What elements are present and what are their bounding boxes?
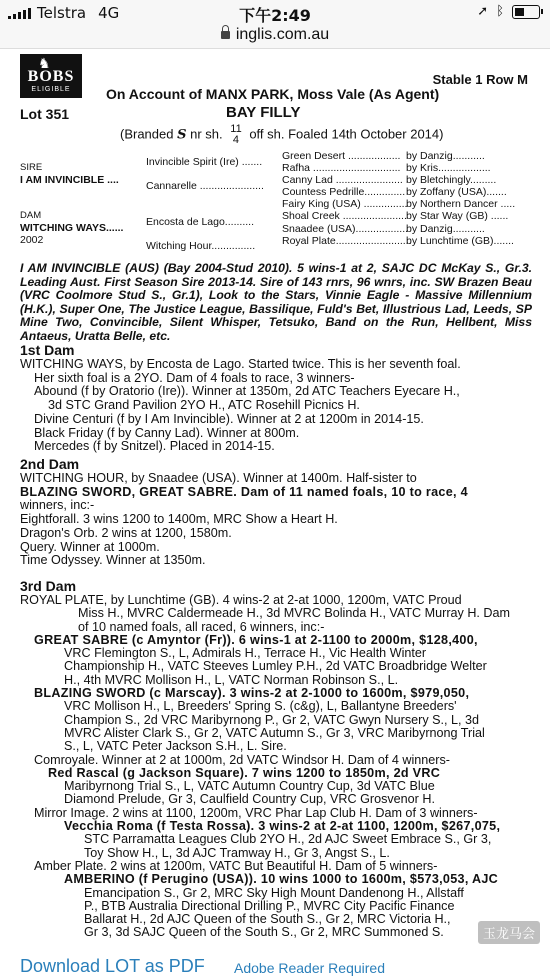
pedigree-entry: by Bletchingly......... (406, 174, 497, 187)
second-dam-section (20, 472, 532, 568)
dam-line: P., BTB Australia Directional Drilling P., MVRC City Pacific Finance (84, 898, 455, 913)
url-domain: inglis.com.au (235, 26, 330, 43)
brand-fraction-bottom: 4 (232, 134, 240, 146)
dam-line: of 10 named foals, all raced, 6 winners, inc:- (78, 619, 325, 634)
dam-line: STC Parramatta Leagues Club 2YO H., 2d AJC Sweet Embrace S., Gr 3, (84, 832, 492, 847)
brand-mark: S (177, 127, 187, 143)
dam-line: Amber Plate. 2 wins at 1200m, VATC But Beautiful H. Dam of 5 winners- (34, 858, 438, 873)
pedigree-entry: Witching Hour............... (146, 240, 256, 253)
horse-description: BAY FILLY (226, 104, 301, 121)
lot-number: Lot 351 (20, 106, 70, 122)
sire-name: I AM INVINCIBLE .... (20, 174, 119, 187)
first-dam-section (20, 358, 532, 454)
dam-line: GREAT SABRE (c Amyntor (Fr)). 6 wins-1 at 2-1100 to 2000m, $128,400, (34, 632, 478, 647)
status-bar (0, 0, 550, 26)
dam-line: winners, inc:- (20, 498, 95, 513)
brand-open: (Branded (120, 126, 174, 142)
first-dam-heading: 1st Dam (20, 342, 75, 358)
dam-line: Maribyrnong Trial S., L, VATC Autumn Country Cup, 3d VATC Blue (64, 779, 435, 794)
lock-icon (221, 31, 230, 39)
dam-line: WITCHING WAYS, by Encosta de Lago. Started twice. This is her seventh foal. (20, 357, 461, 371)
pedigree-gen4 (406, 150, 515, 247)
sire-label: SIRE (20, 162, 43, 173)
pedigree-entry: by Zoffany (USA)....... (406, 186, 507, 199)
network-type: 4G (98, 4, 120, 22)
status-time: 下午2:49 (239, 6, 311, 25)
dam-line: Eightforall. 3 wins 1200 to 1400m, MRC Show a Heart H. (20, 512, 338, 527)
status-right (477, 4, 540, 19)
dam-line: Abound (f by Oratorio (Ire)). Winner at 1350m, 2d ATC Teachers Eyecare H., (34, 384, 460, 399)
pedigree-entry: by Lunchtime (GB)....... (406, 234, 514, 247)
pedigree-entry: Fairy King (USA) ............... (282, 198, 408, 211)
dam-line: Mercedes (f by Snitzel). Placed in 2014-15. (34, 439, 275, 454)
dam-line: 3d STC Grand Pavilion 2YO H., ATC Rosehill Picnics H. (48, 398, 360, 413)
sire-summary: I AM INVINCIBLE (AUS) (Bay 2004-Stud 2010). 5 wins-1 at 2, SAJC DC McKay S., Gr.3. Leading Aust. First Season Sire 2013-14. Sire of 143 rnrs, 96 wnrs, inc. SW Brazen Beau (VRC Coolmore Stud S., Gr.1), Look to the Stars, Vinnie Eagle - Massive Millennium (H.K.), Super One, The Justice League, Bassilique, Fuld's Bet, Illustrious Lad, Leeds, SP Mine Two, Convincible, Silent Whisper, Tetsuko, Band on the Run, Hellbent, Miss Antaeus, Uratta Belle, etc. (20, 261, 532, 343)
pedigree-entry: Encosta de Lago.......... (146, 216, 254, 229)
dam-line: Champion S., 2d VRC Maribyrnong P., Gr 2, VATC Gwyn Nursery S., L, 3d (64, 712, 480, 727)
dam-line: Emancipation S., Gr 2, MRC Sky High Mount Dandenong H., Allstaff (84, 885, 464, 900)
pedigree-entry: by Danzig........... (406, 222, 485, 235)
dam-line: Ballarat H., 2d AJC Queen of the South S., Gr 2, MRC Victoria H., (84, 912, 451, 927)
bobs-logo (20, 54, 82, 98)
horse-icon: ♞ (38, 55, 51, 71)
dam-line: Time Odyssey. Winner at 1350m. (20, 553, 206, 568)
brand-fraction (230, 124, 241, 146)
battery-icon (512, 5, 540, 19)
pedigree-entry: Snaadee (USA).................. (282, 222, 409, 235)
third-dam-heading: 3rd Dam (20, 578, 77, 594)
pedigree-entry: Shoal Creek ...................... (282, 210, 407, 223)
dam-line: Black Friday (f by Canny Lad). Winner at 800m. (34, 425, 300, 440)
dam-line: Championship H., VATC Steeves Lumley P.H., 2d VATC Broadbridge Welter (64, 659, 487, 674)
dam-line: AMBERINO (f Perugino (USA)). 10 wins 1000 to 1600m, $573,053, AJC (64, 872, 499, 887)
stable-location: Stable 1 Row M (432, 72, 528, 87)
adobe-reader-note: Adobe Reader Required (234, 960, 385, 976)
dam-line: Diamond Prelude, Gr 3, Caulfield Country Cup, VRC Grosvenor H. (64, 792, 435, 807)
brand-foaled-line (120, 124, 443, 146)
pedigree-entry: Invincible Spirit (Ire) ....... (146, 156, 263, 168)
brand-fraction-top: 11 (230, 123, 242, 135)
pedigree-entry: Countess Pedrille.............. (282, 186, 406, 199)
dam-line: BLAZING SWORD, GREAT SABRE. Dam of 11 named foals, 10 to race, 4 (20, 484, 468, 499)
dam-line: BLAZING SWORD (c Marscay). 3 wins-2 at 2-1000 to 1600m, $979,050, (34, 686, 470, 701)
dam-line: Toy Show H., L, 3d AJC Tramway H., Gr 3, Angst S., L. (84, 845, 390, 860)
dam-line: H., 4th MVRC Mollison H., L, VATC Norman Robinson S., L. (64, 672, 399, 687)
dam-line: Gr 3, 3d SAJC Queen of the South S., Gr 2, MRC Summoned S. (84, 925, 444, 940)
pedigree-entry: by Danzig........... (406, 150, 485, 162)
vendor-account: On Account of MANX PARK, Moss Vale (As Agent) (106, 86, 440, 102)
dam-line: Vecchia Roma (f Testa Rossa). 3 wins-2 at 2-at 1100, 1200m, $267,075, (64, 819, 501, 834)
dam-line: Divine Centuri (f by I Am Invincible). Winner at 2 at 1200m in 2014-15. (34, 411, 424, 426)
dam-line: Comroyale. Winner at 2 at 1000m, 2d VATC Windsor H. Dam of 4 winners- (34, 752, 450, 767)
dam-line: VRC Flemington S., L, Admirals H., Terrace H., Vic Health Winter (64, 646, 427, 661)
logo-text: BOBS (27, 68, 75, 85)
download-pdf-link[interactable]: Download LOT as PDF (20, 956, 205, 976)
dam-line: Her sixth foal is a 2YO. Dam of 4 foals to race, 3 winners- (34, 370, 355, 385)
dam-line: Red Rascal (g Jackson Square). 7 wins 1200 to 1850m, 2d VRC (48, 765, 441, 780)
third-dam-section (20, 594, 532, 940)
pedigree-entry: by Star Way (GB) ...... (406, 210, 509, 223)
dam-line: Mirror Image. 2 wins at 1100, 1200m, VRC Phar Lap Club H. Dam of 3 winners- (34, 805, 478, 820)
pedigree-entry: Royal Plate.......................... (282, 234, 412, 247)
pedigree-entry: Rafha .............................. (282, 162, 401, 175)
brand-nr: nr sh. (190, 126, 223, 142)
logo-subtext: ELIGIBLE (31, 86, 71, 93)
pedigree-entry: by Northern Dancer ..... (406, 198, 516, 211)
dam-line: VRC Mollison H., L, Breeders' Spring S. (c&g), L, Ballantyne Breeders' (64, 699, 457, 714)
pedigree-sire-dam (20, 150, 123, 246)
dam-line: WITCHING HOUR, by Snaadee (USA). Winner at 1400m. Half-sister to (20, 471, 417, 485)
bluetooth-icon: ᛒ (496, 4, 504, 19)
pedigree-entry: Cannarelle ...................... (146, 180, 264, 193)
catalogue-page (0, 50, 550, 955)
dam-line: Query. Winner at 1000m. (20, 539, 160, 554)
address-bar[interactable] (0, 26, 550, 49)
brand-off-foaled: off sh. Foaled 14th October 2014) (249, 126, 444, 142)
second-dam-heading: 2nd Dam (20, 456, 80, 472)
dam-label: DAM (20, 210, 42, 222)
pedigree-entry: Green Desert .................. (282, 150, 401, 162)
pedigree-gen3 (282, 150, 412, 247)
dam-line: S., L, VATC Peter Jackson S.H., L. Sire. (64, 739, 287, 754)
pedigree-gen2 (146, 150, 264, 252)
dam-year: 2002 (20, 234, 44, 247)
dam-line: ROYAL PLATE, by Lunchtime (GB). 4 wins-2 at 2-at 1000, 1200m, VATC Proud (20, 593, 462, 607)
dam-line: Miss H., MVRC Caldermeade H., 3d MVRC Bolinda H., VATC Murray H. Dam (78, 606, 511, 621)
watermark: 玉龙马会 (478, 921, 540, 944)
dam-line: Dragon's Orb. 2 wins at 1200, 1580m. (20, 525, 232, 540)
dam-line: MVRC Alister Clark S., Gr 2, VATC Autumn S., Gr 3, VRC Maribyrnong Trial (64, 725, 485, 740)
pedigree-entry: by Kris.................. (406, 162, 491, 175)
location-arrow-icon: ➚ (477, 4, 489, 19)
dam-name: WITCHING WAYS...... (20, 222, 124, 235)
pedigree-entry: Canny Lad ....................... (282, 174, 403, 187)
carrier-name: Telstra (37, 4, 87, 22)
